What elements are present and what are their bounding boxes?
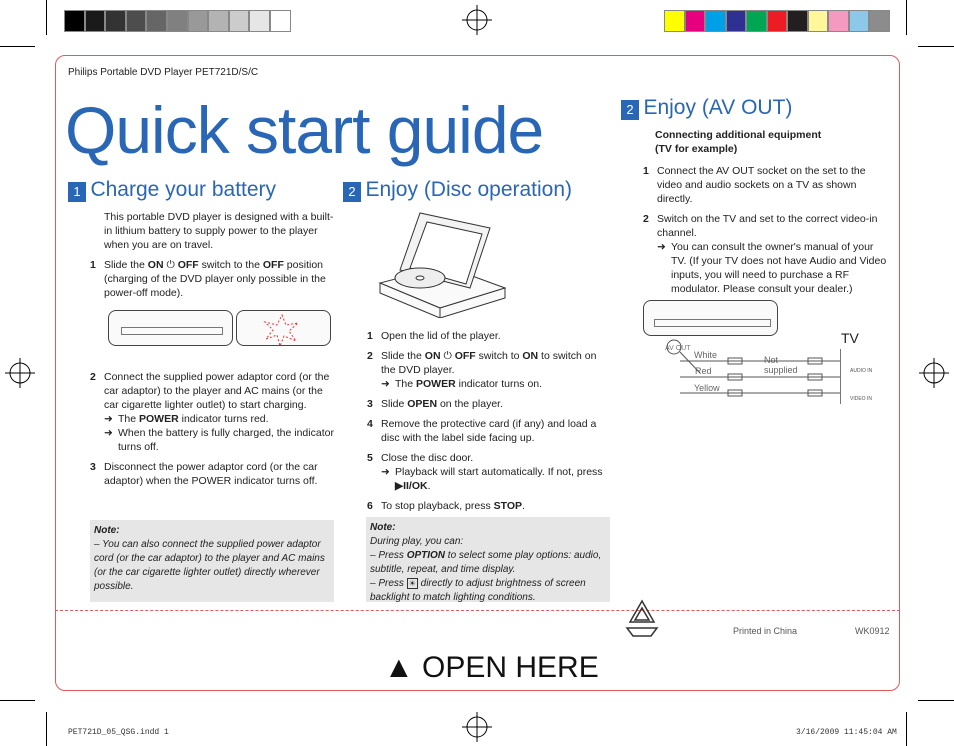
disc-step-1: 1 Open the lid of the player.	[367, 330, 501, 342]
page-title: Quick start guide	[65, 93, 544, 167]
disc-step-3: 3 Slide OPEN on the player.	[367, 398, 503, 410]
av-step-1: 1 Connect the AV OUT socket on the set to the video and audio sockets on a TV as shown directly.	[643, 165, 866, 205]
color-swatch	[188, 10, 209, 32]
open-here-label: ▲ OPEN HERE	[384, 651, 599, 684]
color-swatch	[685, 10, 706, 32]
side-panel	[654, 319, 771, 327]
section-number: 2	[343, 182, 361, 202]
disc-step-5: 5 Close the disc door. ➜ Playback will start automatically. If not, press ▶II/OK.	[367, 451, 613, 493]
av-cable-diagram	[660, 335, 850, 405]
color-swatch	[146, 10, 167, 32]
section-number: 2	[621, 100, 639, 120]
color-swatch	[849, 10, 870, 32]
document-code: WK0912	[855, 626, 890, 636]
section-heading: Enjoy (AV OUT)	[643, 96, 793, 119]
color-swatch	[167, 10, 188, 32]
tv-label: TV	[841, 330, 859, 346]
dvd-player-illustration	[370, 208, 510, 318]
charge-step-3: 3 Disconnect the power adaptor cord (or the car adaptor) when the POWER indicator turns off.	[90, 461, 318, 487]
disc-step-6: 6 To stop playback, press STOP.	[367, 500, 525, 512]
side-panel	[121, 327, 223, 335]
player-side-illustration	[108, 310, 233, 346]
color-swatch	[229, 10, 250, 32]
charging-illustration	[236, 310, 331, 346]
cable-yellow-label: Yellow	[694, 383, 720, 393]
cable-white-label: White	[694, 350, 718, 360]
color-swatch	[85, 10, 106, 32]
av-subheading-2: (TV for example)	[655, 143, 738, 155]
section-disc	[343, 178, 613, 202]
section-number: 1	[68, 182, 86, 202]
av-step-2: 2 Switch on the TV and set to the correct video-in channel. ➜ You can consult the owner's manual of your TV. (If your TV does not have Audio and Video inputs, you will need to purchase a RF modulator. Please consult your dealer.)	[643, 212, 891, 296]
color-swatch	[126, 10, 147, 32]
color-swatch	[664, 10, 685, 32]
color-swatch	[270, 10, 291, 32]
power-icon: ⏻	[443, 350, 452, 362]
color-swatch	[249, 10, 270, 32]
color-swatch	[705, 10, 726, 32]
color-swatch	[726, 10, 747, 32]
slug-date: 3/16/2009 11:45:04 AM	[796, 728, 897, 737]
charge-note: Note: – You can also connect the supplied power adaptor cord (or the car adaptor) to the player and AC mains (or the car cigarette lighter outlet) directly wherever possible.	[90, 520, 334, 602]
brightness-icon: ☀	[408, 579, 416, 588]
disc-step-4: 4 Remove the protective card (if any) and load a disc with the label side facing up.	[367, 418, 597, 444]
color-swatch	[828, 10, 849, 32]
color-swatch	[105, 10, 126, 32]
color-swatch	[746, 10, 767, 32]
section-charge	[68, 178, 338, 300]
disc-note: Note: During play, you can: – Press OPTION to select some play options: audio, subtitle, repeat, and time display. – Press ☀ directly to adjust brightness of screen backlight to match lighting conditions.	[366, 517, 610, 602]
recycle-icon	[621, 598, 663, 638]
video-in-label: VIDEO IN	[850, 396, 872, 402]
printed-in: Printed in China	[733, 626, 798, 636]
not-supplied-label: Not supplied	[764, 355, 798, 375]
section-heading: Enjoy (Disc operation)	[365, 178, 573, 201]
color-swatch	[869, 10, 890, 32]
av-subheading: Connecting additional equipment	[655, 129, 822, 141]
cable-red-label: Red	[695, 366, 712, 376]
section-intro: This portable DVD player is designed with a built-in lithium battery to supply power to the player when you are on travel.	[104, 211, 334, 251]
av-out-label: AV OUT	[665, 345, 691, 352]
charge-step-2: 2 Connect the supplied power adaptor cord (or the car adaptor) to the player and AC mains (or the car cigarette lighter outlet) to start charging. ➜ The POWER indicator turns red. ➜ When the battery is fully charged, the indicator turns off.	[90, 370, 336, 454]
slug-file: PET721D_05_QSG.indd 1	[68, 728, 169, 737]
charge-step-1: 1 Slide the ON ⏻ OFF switch to the OFF position (charging of the DVD player only possible in the power-off mode).	[90, 259, 326, 299]
section-av-out	[621, 96, 891, 302]
charge-steps	[90, 370, 336, 494]
color-swatch	[208, 10, 229, 32]
power-indicator-icon	[262, 313, 302, 347]
power-icon: ⏻	[166, 259, 175, 271]
disc-steps	[367, 329, 613, 519]
disc-step-2: 2 Slide the ON ⏻ OFF switch to ON to switch on the DVD player. ➜ The POWER indicator turns on.	[367, 349, 613, 391]
color-swatch	[767, 10, 788, 32]
color-swatch	[808, 10, 829, 32]
audio-in-label: AUDIO IN	[850, 368, 873, 374]
color-swatch	[64, 10, 85, 32]
player-av-illustration	[643, 300, 778, 336]
section-heading: Charge your battery	[90, 178, 277, 201]
document-header: Philips Portable DVD Player PET721D/S/C	[68, 67, 259, 78]
color-swatch	[787, 10, 808, 32]
